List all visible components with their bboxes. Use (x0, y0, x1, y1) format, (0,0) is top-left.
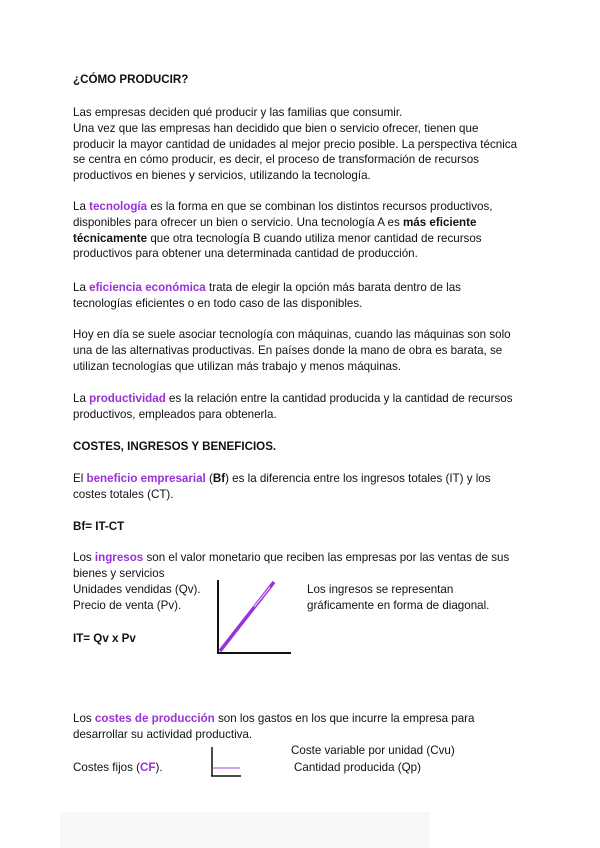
cvu-label: Coste variable por unidad (Cvu) (291, 744, 455, 757)
term-beneficio-empresarial: beneficio empresarial (86, 472, 206, 485)
text-fragment: es la forma en que se combinan los distintos recursos productivos, disponibles para ofrecer un bien o servicio. Una tecnología A es (73, 200, 493, 229)
formula-bf: Bf= IT-CT (73, 520, 125, 533)
abbr-cf: CF (140, 761, 156, 774)
units-sold-label: Unidades vendidas (Qv). (73, 583, 201, 596)
revenue-line-highlight (254, 587, 270, 607)
fixed-costs-label (73, 760, 163, 776)
graph-note-line-2: gráficamente en forma de diagonal. (307, 599, 490, 612)
text-fragment: La (73, 281, 90, 294)
paragraph-tecnologia (73, 199, 523, 262)
term-tecnologia: tecnología (89, 200, 148, 213)
text-fragment: que otra tecnología B cuando utiliza menor cantidad de recursos productivos para obtener una determinada cantidad de producción. (73, 231, 482, 261)
intro-rest: Una vez que las empresas han decidido que bien o servicio ofrecer, tienen que producir la mayor cantidad de unidades al mejor precio posible. La perspectiva técnica se centra en cómo producir, es decir, el proceso de transformación de recursos productivos en bienes y servicios, utilizando la tecnología. (73, 121, 518, 183)
revenue-graph (214, 578, 294, 658)
term-productividad: productividad (89, 392, 166, 405)
term-ingresos: ingresos (94, 551, 144, 564)
text-fragment: Costes fijos ( (73, 761, 141, 774)
text-fragment: es la relación entre la cantidad producida y la cantidad de recursos productivos, empleados para obtenerla. (73, 392, 513, 421)
paragraph-beneficio (73, 471, 523, 503)
text-fragment: trata de elegir la opción más barata dentro de las tecnologías eficientes o en todo caso de las disponibles. (73, 281, 461, 310)
fixed-cost-graph (209, 746, 249, 778)
paragraph-ingresos (73, 550, 523, 582)
graph-note-line-1: Los ingresos se representan (307, 583, 454, 596)
paragraph-maquinas: Hoy en día se suele asociar tecnología con máquinas, cuando las máquinas son solo una de las alternativas productivas. En países donde la mano de obra es barata, se utilizan tecnologías que utilizan más trabajo y menos máquinas. (73, 328, 511, 373)
term-costes-produccion: costes de producción (94, 712, 215, 725)
text-fragment: ) es la diferencia entre los ingresos totales (IT) y los costes totales (CT). (73, 472, 491, 501)
text-fragment: Los (73, 551, 95, 564)
text-fragment: Los (73, 712, 95, 725)
text-fragment: son los gastos en los que incurre la empresa para desarrollar su actividad productiva. (73, 712, 475, 741)
text-fragment: ( (205, 472, 213, 485)
text-fragment: La (73, 392, 90, 405)
text-fragment: La (73, 200, 90, 213)
text-fragment: ). (155, 761, 163, 774)
intro-line-1: Las empresas deciden qué producir y las familias que consumir. (73, 106, 403, 119)
paragraph-intro (73, 105, 523, 184)
price-label: Precio de venta (Pv). (73, 599, 182, 612)
paragraph-costes (73, 711, 523, 743)
paragraph-productividad (73, 391, 523, 423)
term-eficiencia-economica: eficiencia económica (89, 281, 206, 294)
formula-it: IT= Qv x Pv (73, 632, 136, 645)
paragraph-eficiencia (73, 280, 523, 312)
page-footer-shade (60, 812, 430, 848)
abbr-bf: Bf (212, 472, 226, 485)
section-title-como-producir: ¿CÓMO PRODUCIR? (73, 73, 189, 86)
term-mas-eficiente: más eficiente técnicamente (73, 215, 477, 245)
text-fragment: El (73, 472, 87, 485)
text-fragment: son el valor monetario que reciben las empresas por las ventas de sus bienes y servicios (73, 551, 510, 580)
section-title-costes: COSTES, INGRESOS Y BENEFICIOS. (73, 440, 277, 453)
qp-label: Cantidad producida (Qp) (294, 761, 421, 774)
